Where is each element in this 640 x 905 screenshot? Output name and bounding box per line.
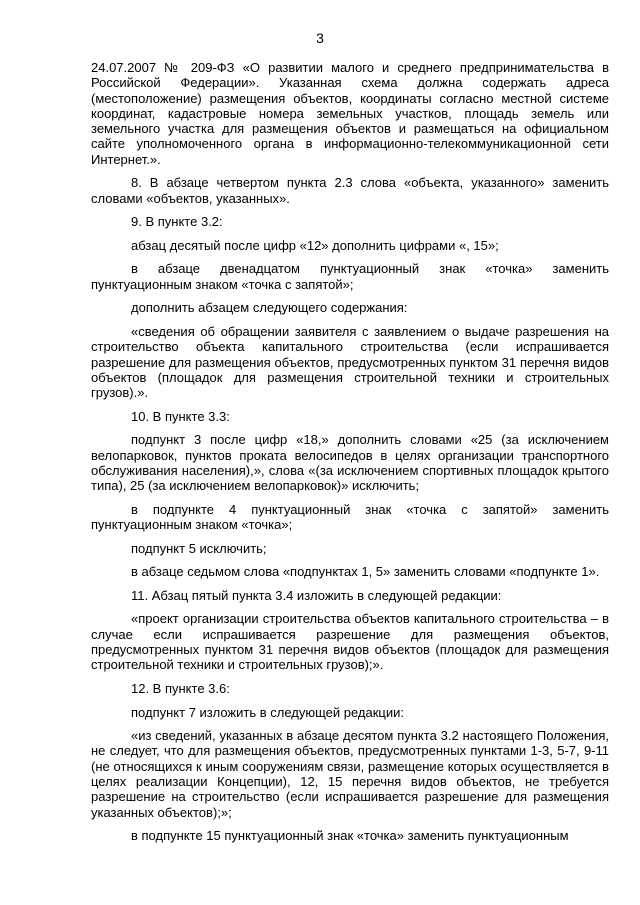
paragraph: 12. В пункте 3.6: bbox=[131, 680, 230, 696]
paragraph: подпункт 3 после цифр «18,» дополнить словами «25 (за исключением велопарковок, пунктов проката велосипедов в целях организации транспортного обслуживания населения),», слова «(за исключением спортивных площадок крытого типа), 25 (за исключением велопарковок)» исключить; bbox=[91, 432, 609, 494]
paragraph: в подпункте 15 пунктуационный знак «точка» заменить пунктуационным bbox=[131, 828, 569, 844]
paragraph: в абзаце седьмом слова «подпунктах 1, 5» заменить словами «подпункте 1». bbox=[131, 564, 600, 580]
paragraph: абзац десятый после цифр «12» дополнить цифрами «, 15»; bbox=[131, 237, 499, 253]
page-number: 3 bbox=[316, 30, 324, 46]
paragraph: дополнить абзацем следующего содержания: bbox=[131, 300, 408, 316]
paragraph: 10. В пункте 3.3: bbox=[131, 408, 230, 424]
paragraph: «проект организации строительства объектов капитального строительства – в случае если испрашивается разрешение для размещения объектов, предусмотренных пунктом 31 перечня видов объектов (площадок для размещения строительной техники и строительных грузов);». bbox=[91, 611, 609, 673]
paragraph: подпункт 5 исключить; bbox=[131, 540, 267, 556]
paragraph: «из сведений, указанных в абзаце десятом пункта 3.2 настоящего Положения, не следует, что для размещения объектов, предусмотренных пунктами 1-3, 5-7, 9-11 (не относящихся к иным сооружениям связи, размещение которых осуществляется в целях реализации Концепции), 12, 15 перечня видов объектов, не требуется разрешение на строительство (если испрашивается разрешение для размещения указанных объектов);»; bbox=[91, 728, 609, 820]
paragraph: 11. Абзац пятый пункта 3.4 изложить в следующей редакции: bbox=[131, 587, 502, 603]
paragraph: 9. В пункте 3.2: bbox=[131, 214, 223, 230]
paragraph: 24.07.2007 № 209-ФЗ «О развитии малого и среднего предпринимательства в Российской Федерации». Указанная схема должна содержать адреса (местоположение) размещения объектов, координаты согласно местной системе координат, кадастровые номера земельных участков, площадь земель или земельного участка для размещения объектов и размещаться на официальном сайте уполномоченного органа в информационно-телекоммуникационной сети Интернет.». bbox=[91, 60, 609, 167]
paragraph: 8. В абзаце четвертом пункта 2.3 слова «объекта, указанного» заменить словами «объектов, указанных». bbox=[91, 175, 609, 206]
paragraph: «сведения об обращении заявителя с заявлением о выдаче разрешения на строительство объекта капитального строительства (если испрашивается разрешение для размещения объектов, предусмотренных пунктом 31 перечня видов объектов (площадок для размещения строительной техники и строительных грузов).». bbox=[91, 323, 609, 401]
paragraph: подпункт 7 изложить в следующей редакции: bbox=[131, 704, 405, 720]
paragraph: в абзаце двенадцатом пунктуационный знак «точка» заменить пунктуационным знаком «точка с запятой»; bbox=[91, 261, 609, 292]
document-body bbox=[91, 60, 609, 844]
paragraph: в подпункте 4 пунктуационный знак «точка с запятой» заменить пунктуационным знаком «точка»; bbox=[91, 501, 609, 533]
